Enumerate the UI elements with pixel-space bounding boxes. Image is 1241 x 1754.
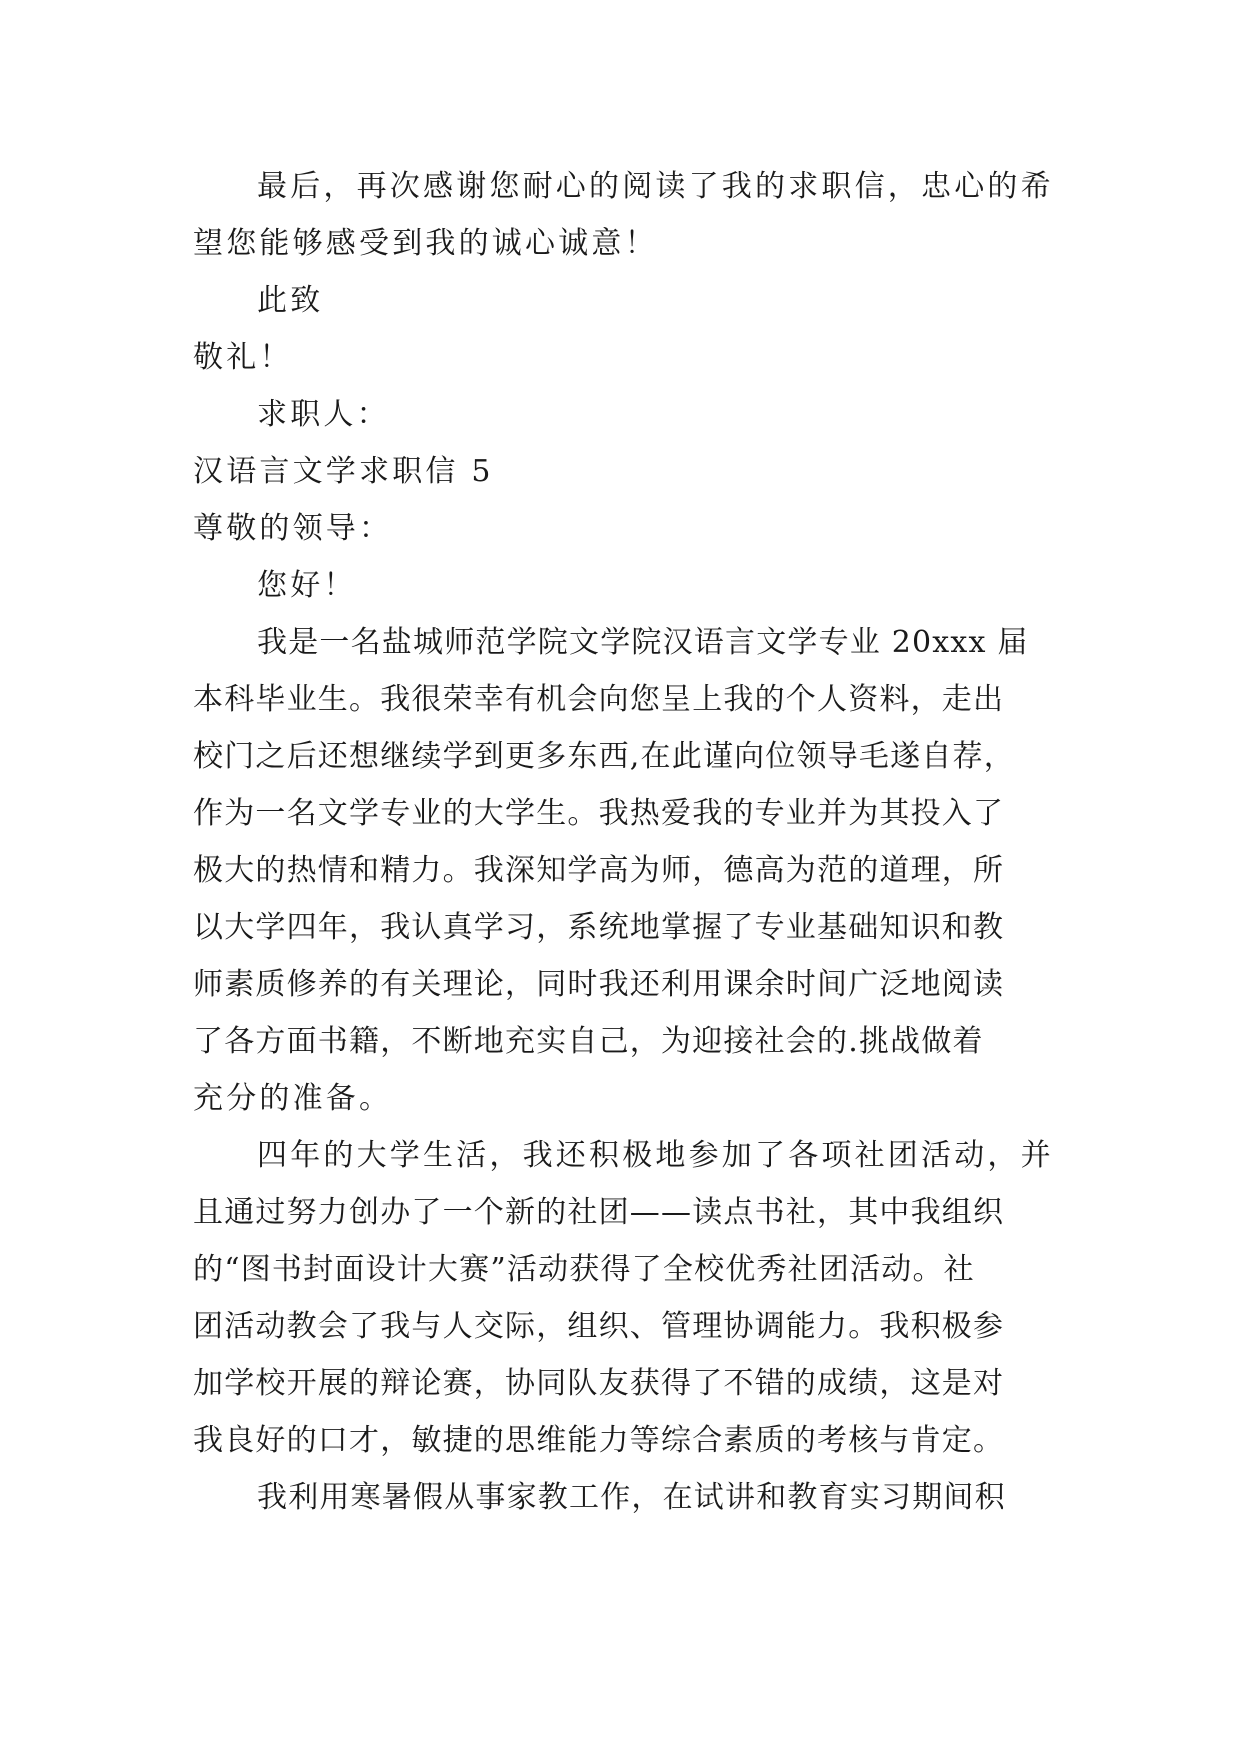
paragraph-2-line-6: 我良好的口才，敏捷的思维能力等综合素质的考核与肯定。 — [193, 1423, 1005, 1458]
paragraph-1-line-5: 极大的热情和精力。我深知学高为师，德高为范的道理，所 — [193, 853, 1005, 888]
paragraph-closing-line-1: 最后，再次感谢您耐心的阅读了我的求职信，忠心的希 — [257, 169, 1054, 204]
salutation-jingli: 敬礼！ — [193, 340, 293, 375]
paragraph-1-line-4: 作为一名文学专业的大学生。我热爱我的专业并为其投入了 — [193, 796, 1005, 831]
paragraph-1-line-2: 本科毕业生。我很荣幸有机会向您呈上我的个人资料，走出 — [193, 682, 1005, 717]
paragraph-1-line-7: 师素质修养的有关理论，同时我还利用课余时间广泛地阅读 — [193, 967, 1005, 1002]
paragraph-2-line-5: 加学校开展的辩论赛，协同队友获得了不错的成绩，这是对 — [193, 1366, 1005, 1401]
paragraph-2-line-1: 四年的大学生活，我还积极地参加了各项社团活动，并 — [257, 1138, 1054, 1173]
paragraph-2-line-2: 且通过努力创办了一个新的社团——读点书社，其中我组织 — [193, 1195, 1005, 1230]
paragraph-1-line-9: 充分的准备。 — [193, 1081, 393, 1116]
paragraph-1-line-1: 我是一名盐城师范学院文学院汉语言文学专业 20xxx 届 — [257, 625, 1029, 660]
paragraph-3-line-1: 我利用寒暑假从事家教工作，在试讲和教育实习期间积 — [257, 1480, 1006, 1515]
greeting-recipient: 尊敬的领导： — [193, 511, 393, 546]
paragraph-1-line-3: 校门之后还想继续学到更多东西,在此谨向位领导毛遂自荐， — [193, 739, 1015, 774]
paragraph-1-line-8: 了各方面书籍，不断地充实自己，为迎接社会的.挑战做着 — [193, 1024, 984, 1059]
section-title: 汉语言文学求职信 5 — [193, 454, 494, 489]
signature-applicant: 求职人： — [257, 397, 390, 432]
paragraph-closing-line-2: 望您能够感受到我的诚心诚意！ — [193, 226, 658, 261]
paragraph-1-line-6: 以大学四年，我认真学习，系统地掌握了专业基础知识和教 — [193, 910, 1005, 945]
paragraph-2-line-4: 团活动教会了我与人交际，组织、管理协调能力。我积极参 — [193, 1309, 1005, 1344]
paragraph-2-line-3: 的“图书封面设计大赛”活动获得了全校优秀社团活动。社 — [193, 1252, 975, 1287]
greeting-hello: 您好！ — [257, 568, 357, 603]
salutation-cizhi: 此致 — [257, 283, 324, 318]
